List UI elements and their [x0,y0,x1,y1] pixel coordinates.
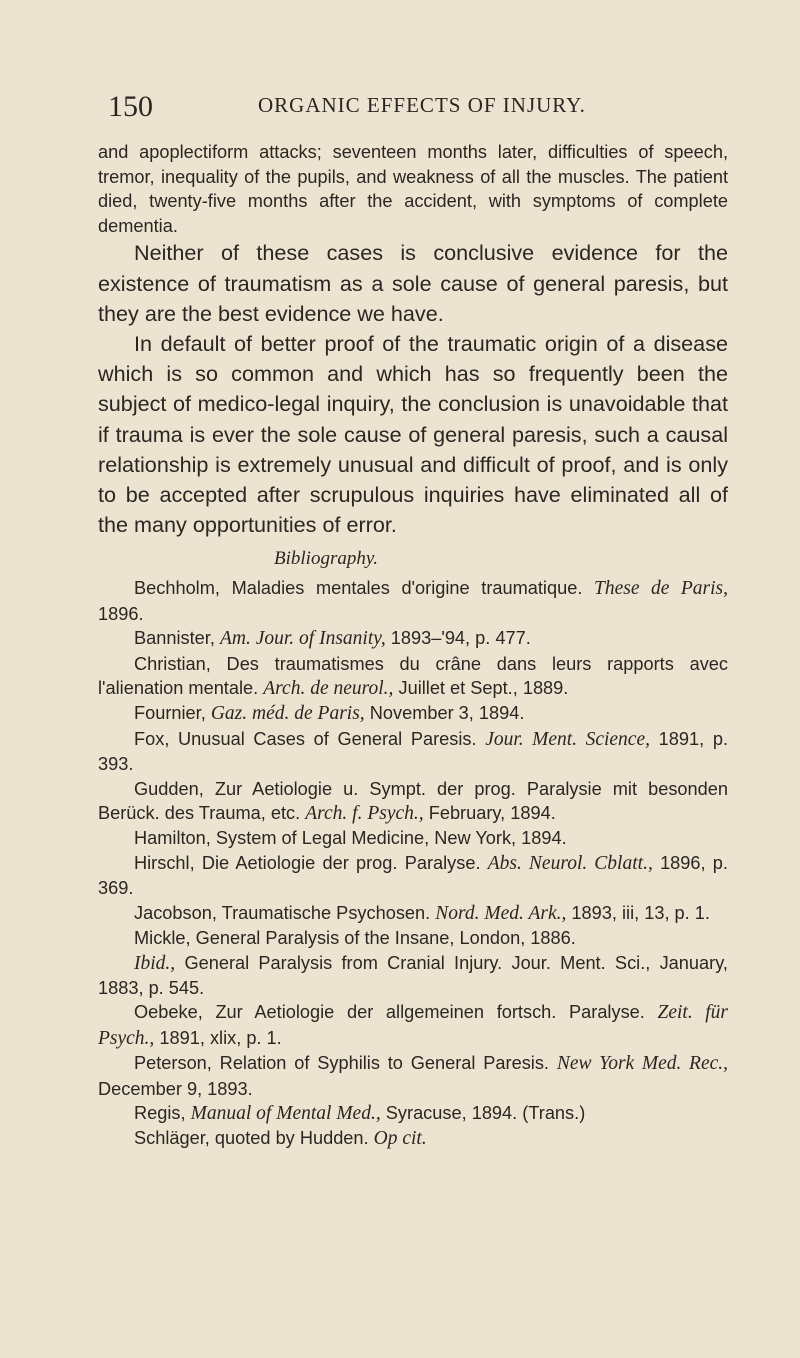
bibliography-entry: Regis, Manual of Mental Med., Syracuse, 1894. (Trans.) [134,1102,586,1124]
page-header [0,90,800,130]
bibliography-entry: Hirschl, Die Aetiologie der prog. Paralyse. Abs. Neurol. Cblatt., 1896, p. 369. [98,852,728,899]
bibliography-entry: Ibid., General Paralysis from Cranial Injury. Jour. Ment. Sci., January, 1883, p. 545. [98,952,728,998]
bibliography-heading: Bibliography. [274,548,378,570]
bibliography-entry: Peterson, Relation of Syphilis to General Paresis. New York Med. Rec., December 9, 1893. [98,1053,728,1099]
paragraph: Neither of these cases is conclusive evidence for the existence of traumatism as a sole cause of general paresis, but they are the best evidence we have. [98,240,728,326]
page-body [98,140,728,1152]
paragraph: In default of better proof of the traumatic origin of a disease which is so common and which has so frequently been the subject of medico-legal inquiry, the conclusion is unavoidable that if trauma is ever the sole cause of general paresis, such a causal relationship is extremely unusual and difficult of proof, and is only to be accepted after scrupulous inquiries have eliminated all of the many opportunities of error. [98,330,728,538]
bibliography-entry: Jacobson, Traumatische Psychosen. Nord. Med. Ark., 1893, iii, 13, p. 1. [134,902,710,924]
bibliography-entry: Fox, Unusual Cases of General Paresis. Jour. Ment. Science, 1891, p. 393. [98,728,728,775]
bibliography-entry: Hamilton, System of Legal Medicine, New York, 1894. [134,828,567,849]
bibliography-entry: Fournier, Gaz. méd. de Paris, November 3, 1894. [134,703,525,725]
bibliography-entry: Christian, Des traumatismes du crâne dans leurs rapports avec l'alienation mentale. Arch. de neurol., Juillet et Sept., 1889. [98,653,728,700]
bibliography-entry: Schläger, quoted by Hudden. Op cit. [134,1128,427,1150]
bibliography-entry: Mickle, General Paralysis of the Insane, London, 1886. [134,928,576,949]
bibliography-entry: Gudden, Zur Aetiologie u. Sympt. der prog. Paralysie mit besonden Berück. des Trauma, etc. Arch. f. Psych., February, 1894. [98,778,728,825]
bibliography-entry: Oebeke, Zur Aetiologie der allgemeinen fortsch. Paralyse. Zeit. für Psych., 1891, xlix, p. 1. [98,1002,728,1049]
bibliography-entry: Bechholm, Maladies mentales d'origine traumatique. These de Paris, 1896. [98,578,728,624]
page-number: 150 [108,90,153,123]
continuation-paragraph: and apoplectiform attacks; seventeen months later, difficulties of speech, tremor, inequality of the pupils, and weakness of all the muscles. The patient died, twenty-five months after the accident, with symptoms of complete dementia. [98,142,728,236]
bibliography-entry: Bannister, Am. Jour. of Insanity, 1893–'94, p. 477. [134,628,531,650]
running-head: ORGANIC EFFECTS OF INJURY. [258,93,586,117]
bibliography-list [98,576,728,1151]
